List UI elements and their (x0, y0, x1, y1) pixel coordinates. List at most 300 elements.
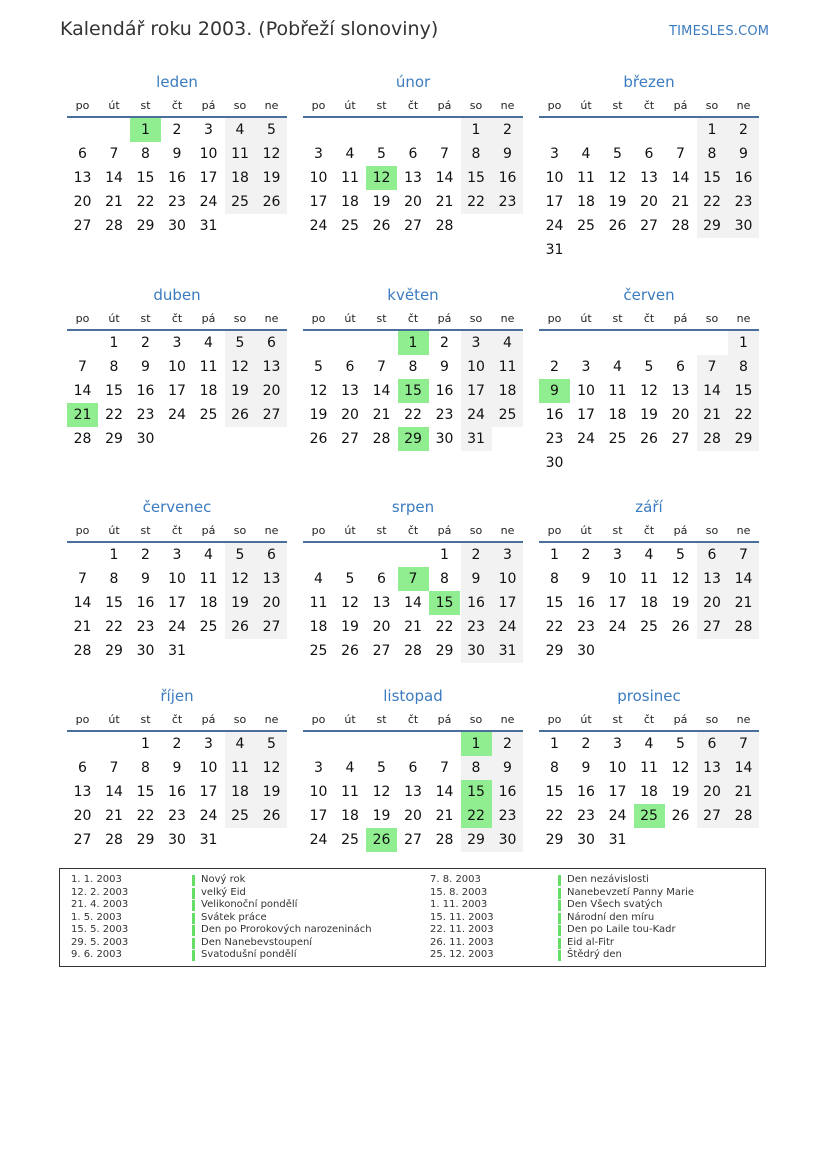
day-cell[interactable]: 20 (372, 619, 391, 635)
day-cell[interactable]: 21 (105, 808, 123, 824)
day-cell[interactable]: 10 (461, 355, 492, 379)
day-cell[interactable]: 15 (429, 591, 460, 615)
day-cell[interactable]: 11 (309, 595, 328, 611)
day-cell[interactable]: 31 (168, 643, 186, 659)
day-cell[interactable]: 23 (728, 190, 759, 214)
day-cell[interactable]: 10 (199, 760, 218, 776)
day-cell[interactable]: 17 (608, 595, 627, 611)
day-cell[interactable]: 17 (199, 784, 218, 800)
day-cell[interactable]: 3 (172, 335, 182, 351)
day-cell[interactable]: 27 (404, 218, 422, 234)
day-cell[interactable]: 28 (73, 431, 92, 447)
day-cell[interactable]: 2 (492, 732, 523, 756)
day-cell[interactable]: 13 (697, 756, 728, 780)
day-cell[interactable]: 30 (577, 643, 595, 659)
day-cell[interactable]: 27 (697, 615, 728, 639)
day-cell[interactable]: 10 (309, 170, 328, 186)
day-cell[interactable]: 21 (728, 591, 759, 615)
day-cell[interactable]: 31 (461, 427, 492, 451)
day-cell[interactable]: 7 (728, 732, 759, 756)
day-cell[interactable]: 18 (577, 194, 595, 210)
day-cell[interactable]: 18 (199, 595, 218, 611)
day-cell[interactable]: 30 (492, 828, 523, 852)
day-cell[interactable]: 24 (545, 218, 564, 234)
day-cell[interactable]: 17 (309, 808, 328, 824)
day-cell[interactable]: 12 (372, 784, 391, 800)
day-cell[interactable]: 7 (676, 146, 685, 162)
day-cell[interactable]: 13 (73, 170, 92, 186)
day-cell[interactable]: 12 (256, 756, 287, 780)
day-cell[interactable]: 29 (728, 427, 759, 451)
day-cell[interactable]: 24 (168, 407, 186, 423)
day-cell[interactable]: 4 (314, 571, 323, 587)
day-cell[interactable]: 4 (644, 736, 654, 752)
day-cell[interactable]: 3 (204, 122, 213, 138)
day-cell[interactable]: 24 (492, 615, 523, 639)
day-cell[interactable]: 17 (461, 379, 492, 403)
day-cell[interactable]: 23 (168, 194, 186, 210)
day-cell[interactable]: 17 (492, 591, 523, 615)
day-cell[interactable]: 30 (136, 431, 155, 447)
day-cell[interactable]: 18 (492, 379, 523, 403)
day-cell[interactable]: 16 (492, 166, 523, 190)
brand-link[interactable]: TIMESLES.COM (669, 24, 770, 39)
day-cell[interactable]: 12 (225, 355, 256, 379)
day-cell[interactable]: 24 (461, 403, 492, 427)
day-cell[interactable]: 4 (613, 359, 622, 375)
day-cell[interactable]: 5 (676, 547, 685, 563)
day-cell[interactable]: 26 (671, 808, 690, 824)
day-cell[interactable]: 15 (545, 595, 564, 611)
day-cell[interactable]: 21 (67, 403, 98, 427)
day-cell[interactable]: 25 (341, 832, 359, 848)
day-cell[interactable]: 16 (545, 407, 564, 423)
day-cell[interactable]: 4 (345, 760, 355, 776)
day-cell[interactable]: 23 (492, 190, 523, 214)
day-cell[interactable]: 27 (256, 615, 287, 639)
day-cell[interactable]: 15 (545, 784, 564, 800)
day-cell[interactable]: 16 (168, 784, 186, 800)
day-cell[interactable]: 22 (105, 407, 123, 423)
day-cell[interactable]: 14 (404, 595, 422, 611)
day-cell[interactable]: 17 (199, 170, 218, 186)
day-cell[interactable]: 17 (545, 194, 564, 210)
day-cell[interactable]: 13 (256, 355, 287, 379)
day-cell[interactable]: 8 (109, 359, 119, 375)
day-cell[interactable]: 30 (461, 639, 492, 663)
day-cell[interactable]: 14 (697, 379, 728, 403)
day-cell[interactable]: 8 (550, 760, 559, 776)
day-cell[interactable]: 23 (577, 619, 595, 635)
day-cell[interactable]: 13 (404, 784, 422, 800)
day-cell[interactable]: 16 (577, 595, 595, 611)
day-cell[interactable]: 6 (408, 146, 418, 162)
day-cell[interactable]: 12 (341, 595, 359, 611)
day-cell[interactable]: 16 (168, 170, 186, 186)
day-cell[interactable]: 6 (377, 571, 386, 587)
day-cell[interactable]: 17 (608, 784, 627, 800)
day-cell[interactable]: 2 (172, 122, 182, 138)
day-cell[interactable]: 19 (341, 619, 359, 635)
day-cell[interactable]: 2 (172, 736, 182, 752)
day-cell[interactable]: 6 (256, 543, 287, 567)
day-cell[interactable]: 22 (461, 804, 492, 828)
day-cell[interactable]: 28 (105, 832, 123, 848)
day-cell[interactable]: 14 (73, 383, 92, 399)
day-cell[interactable]: 27 (372, 643, 391, 659)
day-cell[interactable]: 29 (545, 832, 564, 848)
day-cell[interactable]: 30 (545, 455, 564, 471)
day-cell[interactable]: 26 (640, 431, 658, 447)
day-cell[interactable]: 12 (366, 166, 397, 190)
day-cell[interactable]: 10 (577, 383, 595, 399)
day-cell[interactable]: 1 (130, 118, 161, 142)
day-cell[interactable]: 19 (372, 194, 391, 210)
day-cell[interactable]: 27 (640, 218, 658, 234)
day-cell[interactable]: 28 (728, 804, 759, 828)
day-cell[interactable]: 11 (640, 571, 658, 587)
day-cell[interactable]: 20 (404, 194, 422, 210)
day-cell[interactable]: 22 (697, 190, 728, 214)
day-cell[interactable]: 8 (550, 571, 559, 587)
day-cell[interactable]: 6 (345, 359, 355, 375)
day-cell[interactable]: 24 (168, 619, 186, 635)
day-cell[interactable]: 19 (671, 784, 690, 800)
day-cell[interactable]: 19 (256, 780, 287, 804)
day-cell[interactable]: 6 (78, 146, 87, 162)
day-cell[interactable]: 10 (608, 760, 627, 776)
day-cell[interactable]: 7 (109, 760, 119, 776)
day-cell[interactable]: 28 (671, 218, 690, 234)
day-cell[interactable]: 10 (608, 571, 627, 587)
day-cell[interactable]: 11 (225, 142, 256, 166)
day-cell[interactable]: 24 (608, 619, 627, 635)
day-cell[interactable]: 27 (671, 431, 690, 447)
day-cell[interactable]: 5 (644, 359, 654, 375)
day-cell[interactable]: 25 (199, 619, 218, 635)
day-cell[interactable]: 11 (199, 359, 218, 375)
day-cell[interactable]: 23 (577, 808, 595, 824)
day-cell[interactable]: 2 (440, 335, 449, 351)
day-cell[interactable]: 2 (141, 335, 150, 351)
day-cell[interactable]: 18 (640, 595, 658, 611)
day-cell[interactable]: 5 (225, 543, 256, 567)
day-cell[interactable]: 11 (492, 355, 523, 379)
day-cell[interactable]: 14 (728, 567, 759, 591)
day-cell[interactable]: 12 (640, 383, 658, 399)
day-cell[interactable]: 2 (492, 118, 523, 142)
day-cell[interactable]: 7 (398, 567, 429, 591)
day-cell[interactable]: 1 (398, 331, 429, 355)
day-cell[interactable]: 18 (199, 383, 218, 399)
day-cell[interactable]: 29 (461, 828, 492, 852)
day-cell[interactable]: 24 (199, 194, 218, 210)
day-cell[interactable]: 14 (671, 170, 690, 186)
day-cell[interactable]: 26 (256, 190, 287, 214)
day-cell[interactable]: 15 (136, 784, 155, 800)
day-cell[interactable]: 24 (309, 832, 328, 848)
day-cell[interactable]: 25 (608, 431, 627, 447)
day-cell[interactable]: 3 (172, 547, 182, 563)
day-cell[interactable]: 8 (461, 142, 492, 166)
day-cell[interactable]: 3 (550, 146, 559, 162)
day-cell[interactable]: 5 (377, 760, 386, 776)
day-cell[interactable]: 18 (341, 194, 359, 210)
day-cell[interactable]: 9 (440, 359, 449, 375)
day-cell[interactable]: 21 (435, 194, 454, 210)
day-cell[interactable]: 22 (545, 619, 564, 635)
day-cell[interactable]: 29 (545, 643, 564, 659)
day-cell[interactable]: 12 (256, 142, 287, 166)
day-cell[interactable]: 14 (105, 784, 123, 800)
day-cell[interactable]: 22 (435, 619, 454, 635)
day-cell[interactable]: 13 (372, 595, 391, 611)
day-cell[interactable]: 15 (728, 379, 759, 403)
day-cell[interactable]: 20 (341, 407, 359, 423)
day-cell[interactable]: 15 (697, 166, 728, 190)
day-cell[interactable]: 27 (256, 403, 287, 427)
day-cell[interactable]: 24 (608, 808, 627, 824)
day-cell[interactable]: 9 (172, 760, 182, 776)
day-cell[interactable]: 5 (345, 571, 355, 587)
day-cell[interactable]: 25 (225, 190, 256, 214)
day-cell[interactable]: 6 (78, 760, 87, 776)
day-cell[interactable]: 5 (225, 331, 256, 355)
day-cell[interactable]: 14 (435, 784, 454, 800)
day-cell[interactable]: 8 (440, 571, 449, 587)
day-cell[interactable]: 19 (225, 379, 256, 403)
day-cell[interactable]: 24 (199, 808, 218, 824)
day-cell[interactable]: 29 (435, 643, 454, 659)
day-cell[interactable]: 16 (577, 784, 595, 800)
day-cell[interactable]: 5 (676, 736, 685, 752)
day-cell[interactable]: 17 (168, 595, 186, 611)
day-cell[interactable]: 19 (608, 194, 627, 210)
day-cell[interactable]: 6 (697, 732, 728, 756)
day-cell[interactable]: 4 (492, 331, 523, 355)
day-cell[interactable]: 4 (345, 146, 355, 162)
day-cell[interactable]: 11 (199, 571, 218, 587)
day-cell[interactable]: 5 (377, 146, 386, 162)
day-cell[interactable]: 19 (640, 407, 658, 423)
day-cell[interactable]: 1 (550, 736, 559, 752)
day-cell[interactable]: 21 (671, 194, 690, 210)
day-cell[interactable]: 2 (550, 359, 559, 375)
day-cell[interactable]: 18 (608, 407, 627, 423)
day-cell[interactable]: 13 (640, 170, 658, 186)
day-cell[interactable]: 14 (372, 383, 391, 399)
day-cell[interactable]: 2 (581, 736, 591, 752)
day-cell[interactable]: 8 (141, 146, 150, 162)
day-cell[interactable]: 4 (225, 118, 256, 142)
day-cell[interactable]: 7 (440, 760, 449, 776)
day-cell[interactable]: 27 (73, 218, 92, 234)
day-cell[interactable]: 12 (671, 571, 690, 587)
day-cell[interactable]: 22 (404, 407, 422, 423)
day-cell[interactable]: 10 (168, 359, 186, 375)
day-cell[interactable]: 11 (577, 170, 595, 186)
day-cell[interactable]: 12 (608, 170, 627, 186)
day-cell[interactable]: 14 (728, 756, 759, 780)
day-cell[interactable]: 5 (314, 359, 323, 375)
day-cell[interactable]: 23 (461, 615, 492, 639)
day-cell[interactable]: 16 (461, 591, 492, 615)
day-cell[interactable]: 16 (435, 383, 454, 399)
day-cell[interactable]: 21 (728, 780, 759, 804)
day-cell[interactable]: 28 (728, 615, 759, 639)
day-cell[interactable]: 5 (256, 732, 287, 756)
day-cell[interactable]: 31 (545, 242, 564, 258)
day-cell[interactable]: 25 (199, 407, 218, 423)
day-cell[interactable]: 22 (728, 403, 759, 427)
day-cell[interactable]: 13 (404, 170, 422, 186)
day-cell[interactable]: 25 (492, 403, 523, 427)
day-cell[interactable]: 15 (105, 595, 123, 611)
day-cell[interactable]: 18 (341, 808, 359, 824)
day-cell[interactable]: 8 (408, 359, 418, 375)
day-cell[interactable]: 3 (461, 331, 492, 355)
day-cell[interactable]: 31 (608, 832, 627, 848)
day-cell[interactable]: 29 (136, 218, 155, 234)
day-cell[interactable]: 18 (640, 784, 658, 800)
day-cell[interactable]: 15 (105, 383, 123, 399)
day-cell[interactable]: 7 (728, 543, 759, 567)
day-cell[interactable]: 20 (404, 808, 422, 824)
day-cell[interactable]: 15 (136, 170, 155, 186)
day-cell[interactable]: 1 (550, 547, 559, 563)
day-cell[interactable]: 26 (225, 403, 256, 427)
day-cell[interactable]: 3 (613, 736, 622, 752)
day-cell[interactable]: 21 (105, 194, 123, 210)
day-cell[interactable]: 26 (225, 615, 256, 639)
day-cell[interactable]: 7 (697, 355, 728, 379)
day-cell[interactable]: 29 (105, 643, 123, 659)
day-cell[interactable]: 10 (492, 567, 523, 591)
day-cell[interactable]: 29 (697, 214, 728, 238)
day-cell[interactable]: 20 (256, 379, 287, 403)
day-cell[interactable]: 27 (697, 804, 728, 828)
day-cell[interactable]: 9 (728, 142, 759, 166)
day-cell[interactable]: 25 (577, 218, 595, 234)
day-cell[interactable]: 16 (136, 595, 155, 611)
day-cell[interactable]: 26 (256, 804, 287, 828)
day-cell[interactable]: 9 (172, 146, 182, 162)
day-cell[interactable]: 24 (309, 218, 328, 234)
day-cell[interactable]: 4 (204, 547, 213, 563)
day-cell[interactable]: 1 (461, 118, 492, 142)
day-cell[interactable]: 9 (539, 379, 570, 403)
day-cell[interactable]: 28 (697, 427, 728, 451)
day-cell[interactable]: 20 (256, 591, 287, 615)
day-cell[interactable]: 18 (309, 619, 328, 635)
day-cell[interactable]: 7 (78, 571, 87, 587)
day-cell[interactable]: 25 (640, 619, 658, 635)
day-cell[interactable]: 6 (256, 331, 287, 355)
day-cell[interactable]: 28 (73, 643, 92, 659)
day-cell[interactable]: 9 (461, 567, 492, 591)
day-cell[interactable]: 21 (697, 403, 728, 427)
day-cell[interactable]: 19 (309, 407, 328, 423)
day-cell[interactable]: 11 (608, 383, 627, 399)
day-cell[interactable]: 23 (492, 804, 523, 828)
day-cell[interactable]: 4 (581, 146, 591, 162)
day-cell[interactable]: 22 (105, 619, 123, 635)
day-cell[interactable]: 20 (73, 808, 92, 824)
day-cell[interactable]: 30 (577, 832, 595, 848)
day-cell[interactable]: 14 (73, 595, 92, 611)
day-cell[interactable]: 21 (372, 407, 391, 423)
day-cell[interactable]: 17 (168, 383, 186, 399)
day-cell[interactable]: 26 (671, 619, 690, 635)
day-cell[interactable]: 19 (372, 808, 391, 824)
day-cell[interactable]: 9 (581, 571, 591, 587)
day-cell[interactable]: 12 (225, 567, 256, 591)
day-cell[interactable]: 1 (109, 335, 119, 351)
day-cell[interactable]: 5 (613, 146, 622, 162)
day-cell[interactable]: 12 (671, 760, 690, 776)
day-cell[interactable]: 25 (309, 643, 328, 659)
day-cell[interactable]: 1 (461, 732, 492, 756)
day-cell[interactable]: 6 (697, 543, 728, 567)
day-cell[interactable]: 8 (141, 760, 150, 776)
day-cell[interactable]: 16 (728, 166, 759, 190)
day-cell[interactable]: 3 (492, 543, 523, 567)
day-cell[interactable]: 4 (225, 732, 256, 756)
day-cell[interactable]: 16 (136, 383, 155, 399)
day-cell[interactable]: 12 (309, 383, 328, 399)
day-cell[interactable]: 13 (671, 383, 690, 399)
day-cell[interactable]: 30 (168, 832, 186, 848)
day-cell[interactable]: 10 (545, 170, 564, 186)
day-cell[interactable]: 26 (309, 431, 328, 447)
day-cell[interactable]: 26 (366, 828, 397, 852)
day-cell[interactable]: 13 (256, 567, 287, 591)
day-cell[interactable]: 19 (256, 166, 287, 190)
day-cell[interactable]: 29 (398, 427, 429, 451)
day-cell[interactable]: 15 (398, 379, 429, 403)
day-cell[interactable]: 25 (634, 804, 665, 828)
day-cell[interactable]: 5 (256, 118, 287, 142)
day-cell[interactable]: 18 (225, 780, 256, 804)
day-cell[interactable]: 28 (105, 218, 123, 234)
day-cell[interactable]: 3 (613, 547, 622, 563)
day-cell[interactable]: 6 (644, 146, 654, 162)
day-cell[interactable]: 1 (440, 547, 449, 563)
day-cell[interactable]: 14 (105, 170, 123, 186)
day-cell[interactable]: 22 (461, 190, 492, 214)
day-cell[interactable]: 3 (314, 146, 323, 162)
day-cell[interactable]: 8 (109, 571, 119, 587)
day-cell[interactable]: 31 (492, 639, 523, 663)
day-cell[interactable]: 9 (141, 359, 150, 375)
day-cell[interactable]: 25 (341, 218, 359, 234)
day-cell[interactable]: 3 (204, 736, 213, 752)
day-cell[interactable]: 22 (136, 194, 155, 210)
day-cell[interactable]: 1 (697, 118, 728, 142)
day-cell[interactable]: 17 (309, 194, 328, 210)
day-cell[interactable]: 31 (199, 218, 218, 234)
day-cell[interactable]: 10 (199, 146, 218, 162)
day-cell[interactable]: 31 (199, 832, 218, 848)
day-cell[interactable]: 14 (435, 170, 454, 186)
day-cell[interactable]: 20 (671, 407, 690, 423)
day-cell[interactable]: 9 (492, 142, 523, 166)
day-cell[interactable]: 23 (545, 431, 564, 447)
day-cell[interactable]: 9 (141, 571, 150, 587)
day-cell[interactable]: 19 (671, 595, 690, 611)
day-cell[interactable]: 30 (728, 214, 759, 238)
day-cell[interactable]: 9 (492, 756, 523, 780)
